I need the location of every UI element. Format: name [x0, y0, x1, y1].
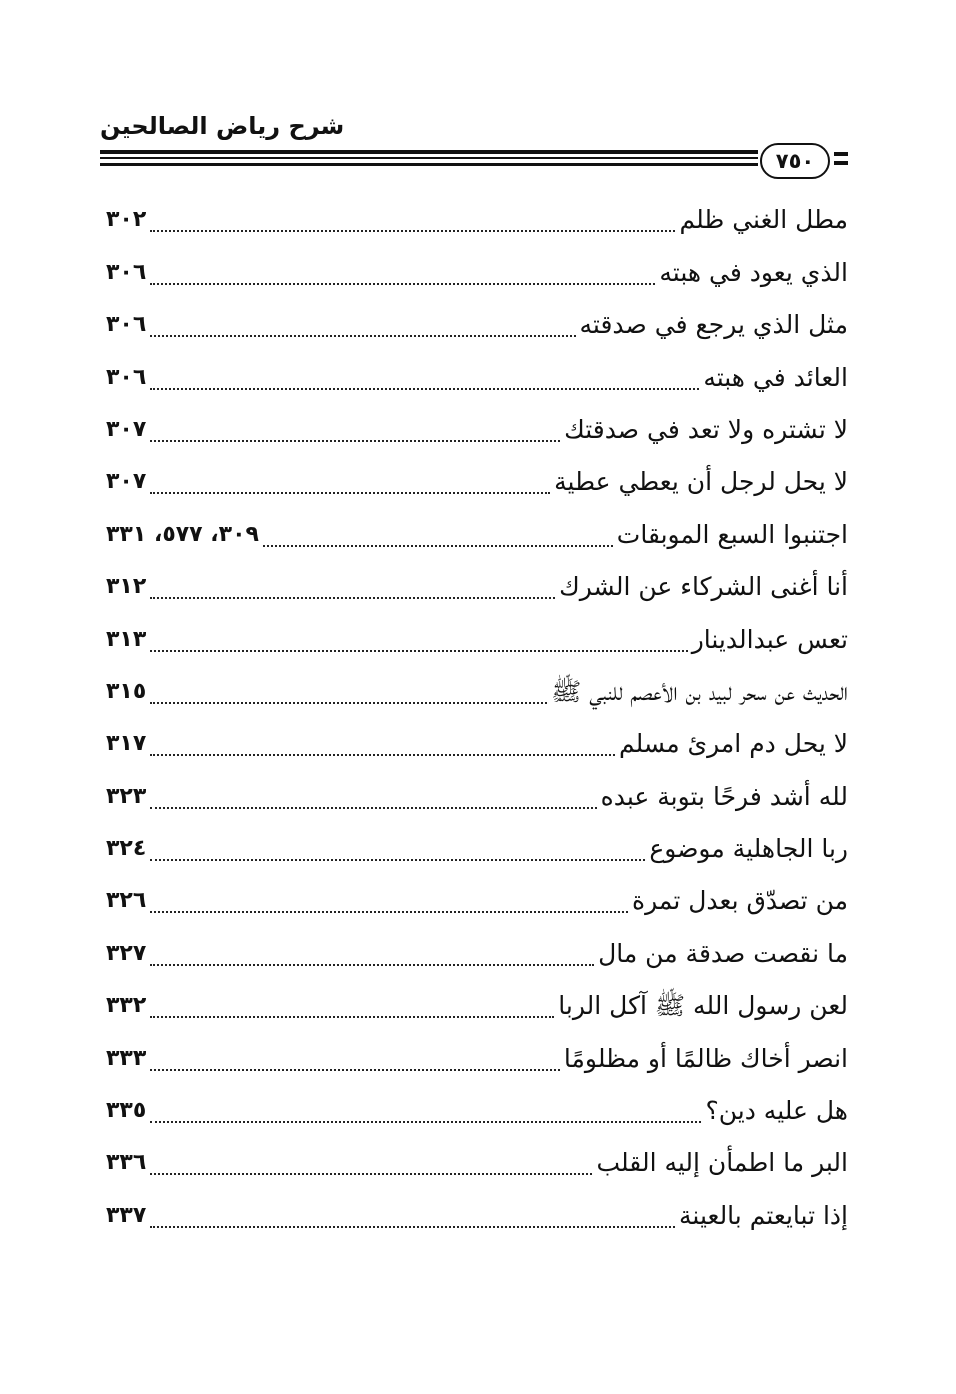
index-entry [100, 244, 848, 296]
index-entry [100, 559, 848, 611]
dot-leader [150, 1121, 701, 1123]
entry-page-ref: ٣٢٧ [106, 940, 147, 966]
entry-title: مثل الذي يرجع في صدقته [579, 310, 848, 340]
dot-leader [150, 335, 575, 337]
entry-page-ref: ٣١٣ [106, 626, 147, 652]
entry-title: العائد في هبته [703, 362, 848, 392]
dot-leader [150, 230, 675, 232]
entry-title: هل عليه دين؟ [705, 1096, 848, 1126]
entry-page-ref: ٣٠٦ [106, 364, 147, 390]
index-entry [100, 402, 848, 454]
entry-title: لا يحل لرجل أن يعطي عطية [554, 467, 848, 497]
header-rule-thin [100, 157, 758, 159]
entry-title: انصر أخاك ظالمًا أو مظلومًا [563, 1043, 848, 1073]
entry-page-ref: ٣٠٩، ٥٧٧، ٣٣١ [106, 521, 259, 547]
entry-title: إذا تبايعتم بالعينة [679, 1200, 848, 1230]
entry-page-ref: ٣٣٧ [106, 1202, 147, 1228]
dot-leader [150, 1173, 592, 1175]
index-entry [100, 506, 848, 558]
entry-title: مطل الغني ظلم [679, 205, 848, 235]
dot-leader [150, 1226, 675, 1228]
entry-page-ref: ٣١٢ [106, 574, 147, 600]
entry-title: تعس عبدالدينار [691, 624, 848, 654]
dot-leader [150, 440, 560, 442]
dot-leader [150, 492, 550, 494]
index-entry [100, 873, 848, 925]
index-entry [100, 297, 848, 349]
page-number: ٧٥٠ [760, 143, 830, 179]
dot-leader [150, 1069, 560, 1071]
entry-page-ref: ٣٢٣ [106, 783, 147, 809]
index-entry [100, 349, 848, 401]
entry-page-ref: ٣٣٦ [106, 1150, 147, 1176]
index-entry [100, 716, 848, 768]
entry-page-ref: ٣٣٢ [106, 993, 147, 1019]
entry-title: ربا الجاهلية موضوع [649, 834, 848, 864]
entry-title: الذي يعود في هبته [659, 257, 848, 287]
dot-leader [150, 964, 594, 966]
entry-page-ref: ٣٢٦ [106, 888, 147, 914]
dot-leader [150, 1016, 554, 1018]
header-rule-end-top [834, 152, 848, 156]
header-rule-bottom [100, 163, 758, 166]
entry-page-ref: ٣٣٣ [106, 1045, 147, 1071]
dot-leader [150, 754, 615, 756]
index-entry [100, 611, 848, 663]
index-entry [100, 925, 848, 977]
hadith-index-list [100, 192, 848, 1240]
entry-title: أنا أغنى الشركاء عن الشرك [559, 572, 848, 602]
dot-leader [150, 859, 645, 861]
index-entry [100, 1187, 848, 1239]
index-entry [100, 1083, 848, 1135]
entry-title: لعن رسول الله ﷺ آكل الربا [558, 991, 848, 1021]
entry-page-ref: ٣٠٧ [106, 469, 147, 495]
dot-leader [150, 650, 687, 652]
entry-page-ref: ٣٣٥ [106, 1098, 147, 1124]
index-entry [100, 454, 848, 506]
running-header-title: شرح رياض الصالحين [100, 112, 345, 140]
entry-page-ref: ٣٠٦ [106, 312, 147, 338]
index-entry [100, 664, 848, 716]
index-entry [100, 1135, 848, 1187]
index-entry [100, 192, 848, 244]
entry-title: الحديث عن سحر لبيد بن الأعصم للنبي ﷺ [551, 676, 848, 706]
index-entry [100, 768, 848, 820]
index-entry [100, 978, 848, 1030]
entry-page-ref: ٣٠٦ [106, 259, 147, 285]
dot-leader [150, 388, 699, 390]
dot-leader [150, 911, 628, 913]
entry-page-ref: ٣١٧ [106, 731, 147, 757]
header-rule-end-bottom [834, 161, 848, 165]
dot-leader [150, 597, 555, 599]
dot-leader [263, 545, 613, 547]
entry-title: ما نقصت صدقة من مال [598, 938, 848, 968]
entry-title: لا يحل دم امرئ مسلم [619, 729, 848, 759]
entry-title: البر ما اطمأن إليه القلب [596, 1148, 848, 1178]
dot-leader [150, 807, 596, 809]
header-rule-thick [100, 150, 758, 154]
dot-leader [150, 283, 655, 285]
dot-leader [150, 702, 547, 704]
entry-page-ref: ٣٠٢ [106, 207, 147, 233]
entry-title: من تصدّق بعدل تمرة [631, 886, 848, 916]
entry-page-ref: ٣١٥ [106, 678, 147, 704]
entry-page-ref: ٣٢٤ [106, 836, 147, 862]
index-entry [100, 1030, 848, 1082]
index-entry [100, 821, 848, 873]
entry-page-ref: ٣٠٧ [106, 416, 147, 442]
entry-title: لا تشتره ولا تعد في صدقتك [564, 414, 848, 444]
entry-title: لله أشد فرحًا بتوبة عبده [600, 781, 848, 811]
entry-title: اجتنبوا السبع الموبقات [616, 519, 848, 549]
